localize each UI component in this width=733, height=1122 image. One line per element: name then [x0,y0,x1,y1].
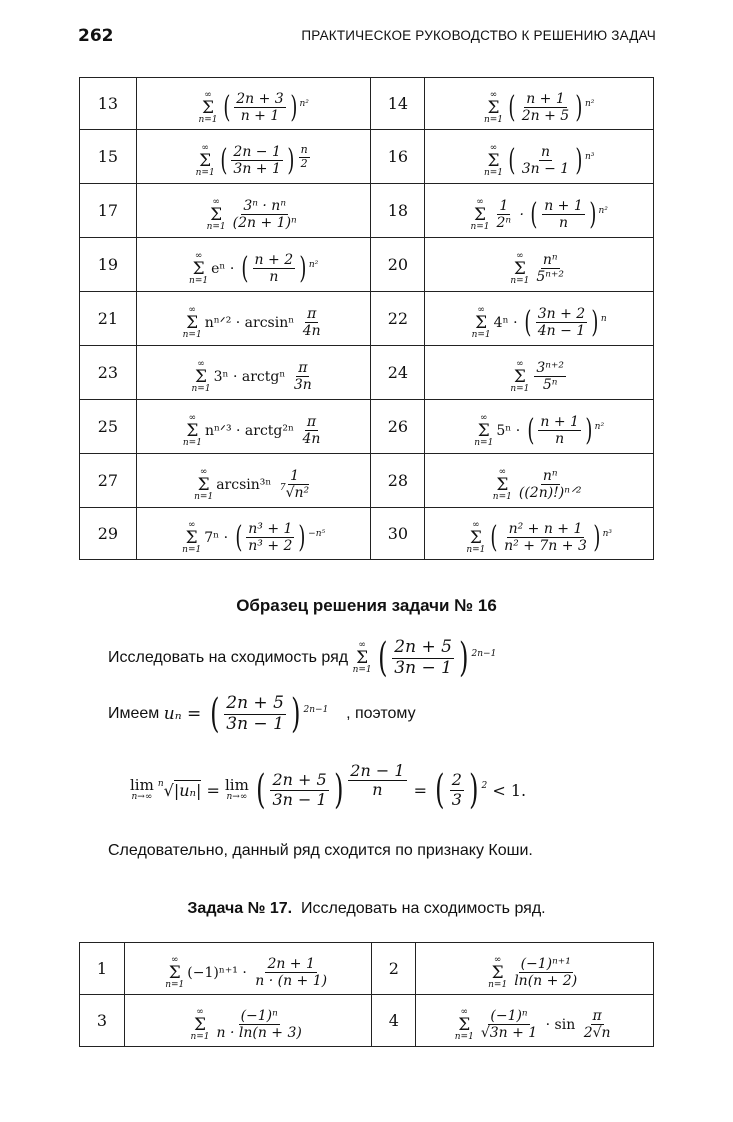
series-formula: ∞ Σ n=1 eⁿ · ( $\frac{n + 2}{n}$ ) $^{n^2}$ [136,238,371,292]
problem-number: 22 [371,292,425,346]
series-formula: ∞ Σ n=1 ( $\frac{n + 1}{2n + 5}$ ) $^{n^2}$ [425,78,654,130]
series-formula: ∞ Σ n=1 3ⁿ · arctgⁿ $\frac{\pi}{3n}$ [136,346,371,400]
exponent: 2n−1 [303,705,329,715]
fraction: $\frac{\text{(−1)ⁿ}}{n \cdot \ln(n + 3)}$ [216,1008,302,1042]
fraction: $\frac{n}{3n - 1}$ [521,144,570,178]
task-17-text: Исследовать на сходимость ряд. [301,900,546,917]
fraction: $\frac{\pi}{4n}$ [302,414,321,448]
sum-sign: ∞ Σ n=1 [510,250,530,287]
sum-sign: ∞ Σ n=1 [190,1006,210,1043]
fraction-numerator: 2n + 5 [272,770,327,790]
sum-sign: ∞ Σ n=1 [182,519,202,556]
exponent: n² [308,259,319,270]
series-formula: ∞ Σ n=1 ( $\frac{\text{n² + n + 1}}{\text{n² + 7n + 3}}$ ) $^{n^3}$ [425,508,654,560]
exponent: n³ [602,528,612,539]
fraction-denominator: 3n − 1 [226,713,284,734]
fraction: $\frac{2n - 1}{3n + 1}$ [233,144,281,178]
fraction-numerator: 2n + 5 [226,692,284,713]
task-17-heading [0,900,733,918]
series-formula: ∞ Σ n=1 4ⁿ · ( $\frac{3n + 2}{4n - 1}$ ) $^n$ [425,292,654,346]
fraction: $\frac{\pi}{3n}$ [293,360,312,394]
problem-number: 21 [80,292,137,346]
fraction: $\frac{\text{nⁿ}}{\text{5ⁿ⁺²}}$ [536,252,564,286]
sum-sign: ∞ Σ n=1 [488,954,508,991]
fraction: $\frac{n + 1}{2n + 5}$ [521,91,570,125]
sum-sign: ∞ Σ n=1 [483,89,504,126]
sample-conclusion: Следовательно, данный ряд сходится по признаку Коши. [108,842,533,859]
table-row [80,78,654,130]
series-table-17 [79,942,654,1047]
series-formula: ∞ Σ n=1 nⁿᐟ³ · arctg²ⁿ $\frac{\pi}{4n}$ [136,400,371,454]
table-row [80,238,654,292]
problem-number: 27 [80,454,137,508]
problem-number: 4 [372,995,416,1047]
problem-number: 29 [80,508,137,560]
series-formula: ∞ Σ n=1 arcsin³ⁿ $\frac{1}{^7√n^2}$ [136,454,371,508]
exponent: n³ [584,151,595,162]
fraction: $\frac{n + 1}{n}$ [540,414,579,448]
sum-sign: ∞ Σ n=1 [189,250,209,287]
series-formula: ∞ Σ n=1 7ⁿ · ( $\frac{\text{n³ + 1}}{\text{n³ + 2}}$ ) $^{-n^5}$ [136,508,371,560]
sample-series: ∞ Σ n=1 ( $\frac{2n + 5}{3n - 1}$ ) $^{2n-1}$ [352,635,497,681]
problem-number: 28 [371,454,425,508]
fraction: $\frac{\pi}{4n}$ [302,306,321,340]
series-formula: ∞ Σ n=1 $\frac{\text{(−1)ⁿ}}{√3n + 1}$ · sin $\frac{\pi}{2√n}$ [416,995,654,1047]
sum-sign: ∞ Σ n=1 [474,412,494,449]
problem-number: 20 [371,238,425,292]
problem-number: 19 [80,238,137,292]
limit-expression: lim n→∞ $^n$ √ |uₙ| = lim n→∞ ( $\frac{2n + 5}{3n - 1}$ ) $\frac{2n - 1}{n}$ = ( $\frac{2}{3}$ ) $^2$ < 1. [130,761,527,813]
fraction: $\frac{\pi}{2√n}$ [583,1008,611,1042]
sum-sign: ∞ Σ n=1 [352,639,372,676]
fraction: $\frac{\text{3ⁿ⁺²}}{\text{5ⁿ}}$ [536,360,564,394]
fraction: $\frac{\text{3ⁿ · nⁿ}}{\text{(2n + 1)ⁿ}}$ [232,198,297,232]
problem-number: 23 [80,346,137,400]
series-formula [425,454,654,508]
sum-sign: ∞ Σ n=1 [198,89,218,126]
fraction: $\frac{\text{(−1)ⁿ}}{√3n + 1}$ [480,1008,538,1042]
fraction: $\frac{\text{n³ + 1}}{\text{n³ + 2}}$ [248,521,293,555]
fraction: $\frac{2n + 3}{n + 1}$ [236,91,284,125]
table-row [80,454,654,508]
sample-limit [130,750,526,830]
fraction: $\frac{3n + 2}{4n - 1}$ [537,306,586,340]
sum-sign: ∞ Σ n=1 [470,196,490,233]
table-row [80,508,654,560]
exponent: n² [299,98,309,109]
exponent: −n⁵ [308,528,326,539]
problem-number: 25 [80,400,137,454]
exponent-numerator: 2n − 1 [350,761,405,780]
sum-sign: ∞ Σ n=1 [194,466,214,503]
sum-sign: ∞ Σ n=1 [182,412,202,449]
series-formula: ∞ Σ n=1 $\frac{1}{\text{2ⁿ}}$ · ( $\frac{n + 1}{n}$ ) $^{n^2}$ [425,184,654,238]
table-row [80,995,654,1047]
series-formula [136,184,371,238]
sample-line-2 [108,686,416,742]
sum-sign: ∞ Σ n=1 [191,358,211,395]
problem-number: 17 [80,184,137,238]
series-formula [416,943,654,995]
root-index: n [157,779,164,789]
series-formula: ∞ Σ n=1 (−1)ⁿ⁺¹ · $\frac{2n + 1}{n \cdot (n + 1)}$ [124,943,372,995]
sample-line-2-pre: Имеем [108,705,160,722]
exponent-denominator: n [372,780,383,800]
exponent: n² [584,98,595,109]
fraction-denominator: 3n − 1 [394,657,452,678]
exponent: n² [598,205,608,216]
sum-sign: ∞ Σ n=1 [466,519,486,556]
sum-sign: ∞ Σ n=1 [510,358,530,395]
sample-heading: Образец решения задачи № 16 [236,596,497,615]
series-formula: ∞ Σ n=1 ( $\frac{2n - 1}{3n + 1}$ ) $\frac{n}{2}$ [136,130,371,184]
task-17-label: Задача № 17. [187,900,293,917]
problem-number: 16 [371,130,425,184]
table-row [80,943,654,995]
fraction-numerator: 2n + 5 [394,636,452,657]
page-number: 262 [78,26,114,46]
sum-sign: ∞ Σ n=1 [471,304,491,341]
sum-sign: ∞ Σ n=1 [454,1006,474,1043]
sum-sign: ∞ Σ n=1 [195,142,215,179]
page-header [78,26,656,52]
result-tail: < 1. [492,780,527,800]
series-formula: ∞ Σ n=1 ( $\frac{n}{3n - 1}$ ) $^{n^3}$ [425,130,654,184]
result-exponent: 2 [481,781,488,791]
fraction: $\frac{\text{(−1)ⁿ⁺¹}}{\ln(n + 2)}$ [514,956,578,990]
sum-sign: ∞ Σ n=1 [492,466,512,503]
exponent: n [600,313,607,324]
problem-number: 15 [80,130,137,184]
series-formula: ∞ Σ n=1 5ⁿ · ( $\frac{n + 1}{n}$ ) $^{n^2}$ [425,400,654,454]
series-table-16 [79,77,654,560]
sample-line-1 [108,628,496,688]
problem-number: 26 [371,400,425,454]
series-formula: ∞ Σ n=1 ( $\frac{2n + 3}{n + 1}$ ) $^{n^2}$ [136,78,371,130]
fraction: $\frac{2n + 1}{n \cdot (n + 1)}$ [255,956,328,990]
problem-number: 13 [80,78,137,130]
sample-un: uₙ = ( $\frac{2n + 5}{3n - 1}$ ) $^{2n-1}$ [163,691,329,737]
problem-number: 30 [371,508,425,560]
table-row [80,400,654,454]
fraction-denominator: 3n − 1 [272,789,327,809]
un-symbol: uₙ = [163,704,202,724]
problem-number: 1 [80,943,125,995]
series-formula: ∞ Σ n=1 nⁿᐟ² · arcsinⁿ $\frac{\pi}{4n}$ [136,292,371,346]
sum-sign: ∞ Σ n=1 [483,142,504,179]
problem-number: 2 [372,943,416,995]
series-formula [425,346,654,400]
problem-number: 14 [371,78,425,130]
problem-number: 18 [371,184,425,238]
exponent: 2n−1 [471,649,497,659]
fraction: $\frac{\text{n² + n + 1}}{\text{n² + 7n + 3}}$ [504,521,587,555]
fraction: $\frac{1}{\text{2ⁿ}}$ [496,198,512,232]
sum-sign: ∞ Σ n=1 [206,196,226,233]
root-argument: |uₙ| [173,781,202,800]
fraction: $\frac{1}{^7√n^2}$ [279,468,310,502]
table-row [80,346,654,400]
fraction: $\frac{n + 1}{n}$ [544,198,583,232]
sample-line-1-text: Исследовать на сходимость ряд [108,649,349,666]
sample-line-2-post: , поэтому [346,705,416,722]
series-formula [425,238,654,292]
table-row [80,184,654,238]
table-row [80,292,654,346]
problem-number: 3 [80,995,125,1047]
sum-sign: ∞ Σ n=1 [182,304,202,341]
series-formula [124,995,372,1047]
fraction: $\frac{\text{nⁿ}}{\text{((2n)!)ⁿᐟ²}}$ [518,468,582,502]
problem-number: 24 [371,346,425,400]
table-row [80,130,654,184]
exponent: n² [594,421,605,432]
sum-sign: ∞ Σ n=1 [165,954,185,991]
running-title: ПРАКТИЧЕСКОЕ РУКОВОДСТВО К РЕШЕНИЮ ЗАДАЧ [301,28,656,43]
fraction: $\frac{n + 2}{n}$ [254,252,294,286]
